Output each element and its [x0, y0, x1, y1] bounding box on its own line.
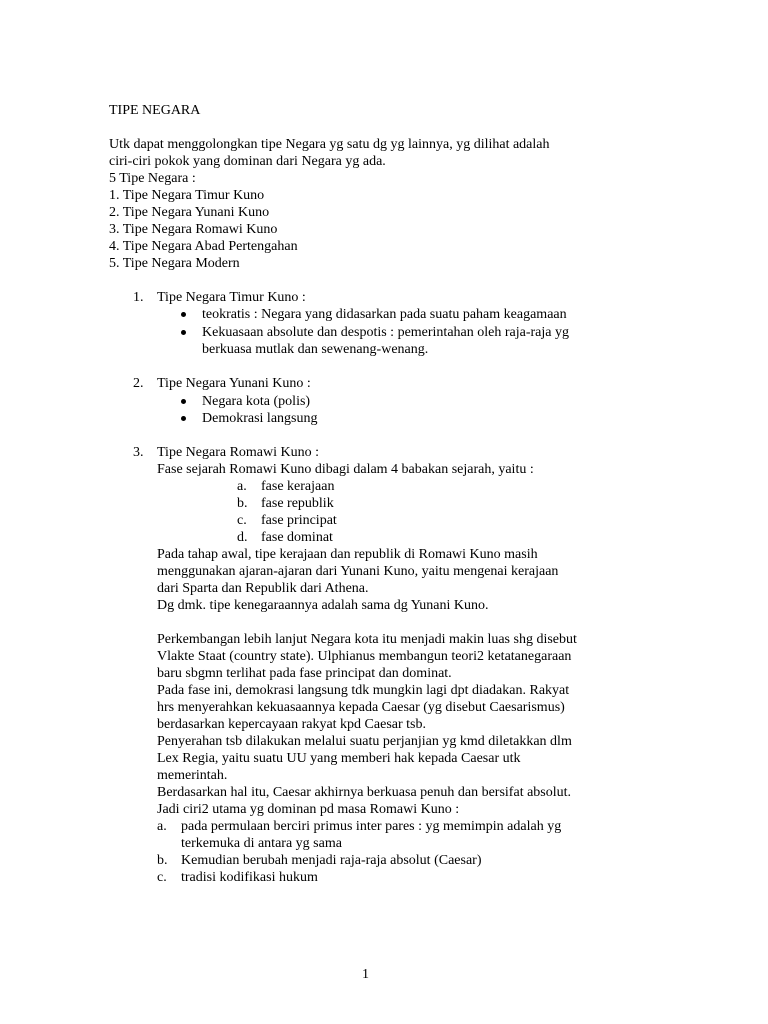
phase-marker: d. [237, 530, 248, 545]
phase-item: fase principat [261, 513, 337, 528]
section-number: 2. [133, 376, 144, 391]
trait-item: Kemudian berubah menjadi raja-raja absolut (Caesar) [181, 853, 482, 868]
phase-marker: c. [237, 513, 247, 528]
section-number: 1. [133, 290, 144, 305]
paragraph-line: Dg dmk. tipe kenegaraannya adalah sama dg Yunani Kuno. [157, 598, 489, 613]
section-heading: Tipe Negara Romawi Kuno : [157, 445, 320, 460]
section-heading: Tipe Negara Yunani Kuno : [157, 376, 311, 391]
trait-item: pada permulaan berciri primus inter pares : yg memimpin adalah yg [181, 819, 562, 834]
trait-item: tradisi kodifikasi hukum [181, 870, 318, 885]
paragraph-line: Perkembangan lebih lanjut Negara kota itu menjadi makin luas shg disebut [157, 632, 577, 647]
paragraph-line: Pada fase ini, demokrasi langsung tdk mungkin lagi dpt diadakan. Rakyat [157, 683, 570, 698]
paragraph-line: Berdasarkan hal itu, Caesar akhirnya berkuasa penuh dan bersifat absolut. [157, 785, 572, 800]
paragraph-line: Lex Regia, yaitu suatu UU yang memberi hak kepada Caesar utk [157, 751, 521, 766]
type-list-item: 3. Tipe Negara Romawi Kuno [109, 222, 278, 237]
bullet-item: Kekuasaan absolute dan despotis : pemerintahan oleh raja-raja yg [202, 325, 569, 340]
paragraph-line: Pada tahap awal, tipe kerajaan dan republik di Romawi Kuno masih [157, 547, 538, 562]
paragraph-line: dari Sparta dan Republik dari Athena. [157, 581, 369, 596]
document-title: TIPE NEGARA [109, 103, 201, 118]
trait-item-continued: terkemuka di antara yg sama [181, 836, 342, 851]
type-list-item: 5. Tipe Negara Modern [109, 256, 240, 271]
type-list-item: 2. Tipe Negara Yunani Kuno [109, 205, 270, 220]
paragraph-line: memerintah. [157, 768, 228, 783]
phase-marker: b. [237, 496, 248, 511]
trait-marker: b. [157, 853, 168, 868]
paragraph-line: Jadi ciri2 utama yg dominan pd masa Romawi Kuno : [157, 802, 460, 817]
section-intro: Fase sejarah Romawi Kuno dibagi dalam 4 babakan sejarah, yaitu : [157, 462, 534, 477]
paragraph-line: Penyerahan tsb dilakukan melalui suatu perjanjian yg kmd diletakkan dlm [157, 734, 572, 749]
type-list-item: 1. Tipe Negara Timur Kuno [109, 188, 265, 203]
page-number: 1 [362, 967, 369, 982]
bullet-item: Negara kota (polis) [202, 394, 311, 409]
intro-line: ciri-ciri pokok yang dominan dari Negara yg ada. [109, 154, 386, 169]
section-number: 3. [133, 445, 144, 460]
bullet-item: Demokrasi langsung [202, 411, 318, 426]
section-heading: Tipe Negara Timur Kuno : [157, 290, 306, 305]
bullet-item-continued: berkuasa mutlak dan sewenang-wenang. [202, 342, 429, 357]
phase-marker: a. [237, 479, 247, 494]
bullet-item: teokratis : Negara yang didasarkan pada suatu paham keagamaan [202, 307, 567, 322]
intro-line: Utk dapat menggolongkan tipe Negara yg satu dg yg lainnya, yg dilihat adalah [109, 137, 550, 152]
paragraph-line: berdasarkan kepercayaan rakyat kpd Caesar tsb. [157, 717, 426, 732]
paragraph-line: hrs menyerahkan kekuasaannya kepada Caesar (yg disebut Caesarismus) [157, 700, 565, 715]
type-list-item: 4. Tipe Negara Abad Pertengahan [109, 239, 298, 254]
phase-item: fase dominat [261, 530, 333, 545]
trait-marker: a. [157, 819, 167, 834]
phase-item: fase republik [261, 496, 334, 511]
paragraph-line: menggunakan ajaran-ajaran dari Yunani Kuno, yaitu mengenai kerajaan [157, 564, 559, 579]
trait-marker: c. [157, 870, 167, 885]
paragraph-line: baru sbgmn terlihat pada fase principat dan dominat. [157, 666, 452, 681]
paragraph-line: Vlakte Staat (country state). Ulphianus membangun teori2 ketatanegaraan [157, 649, 572, 664]
types-heading: 5 Tipe Negara : [109, 171, 196, 186]
phase-item: fase kerajaan [261, 479, 335, 494]
